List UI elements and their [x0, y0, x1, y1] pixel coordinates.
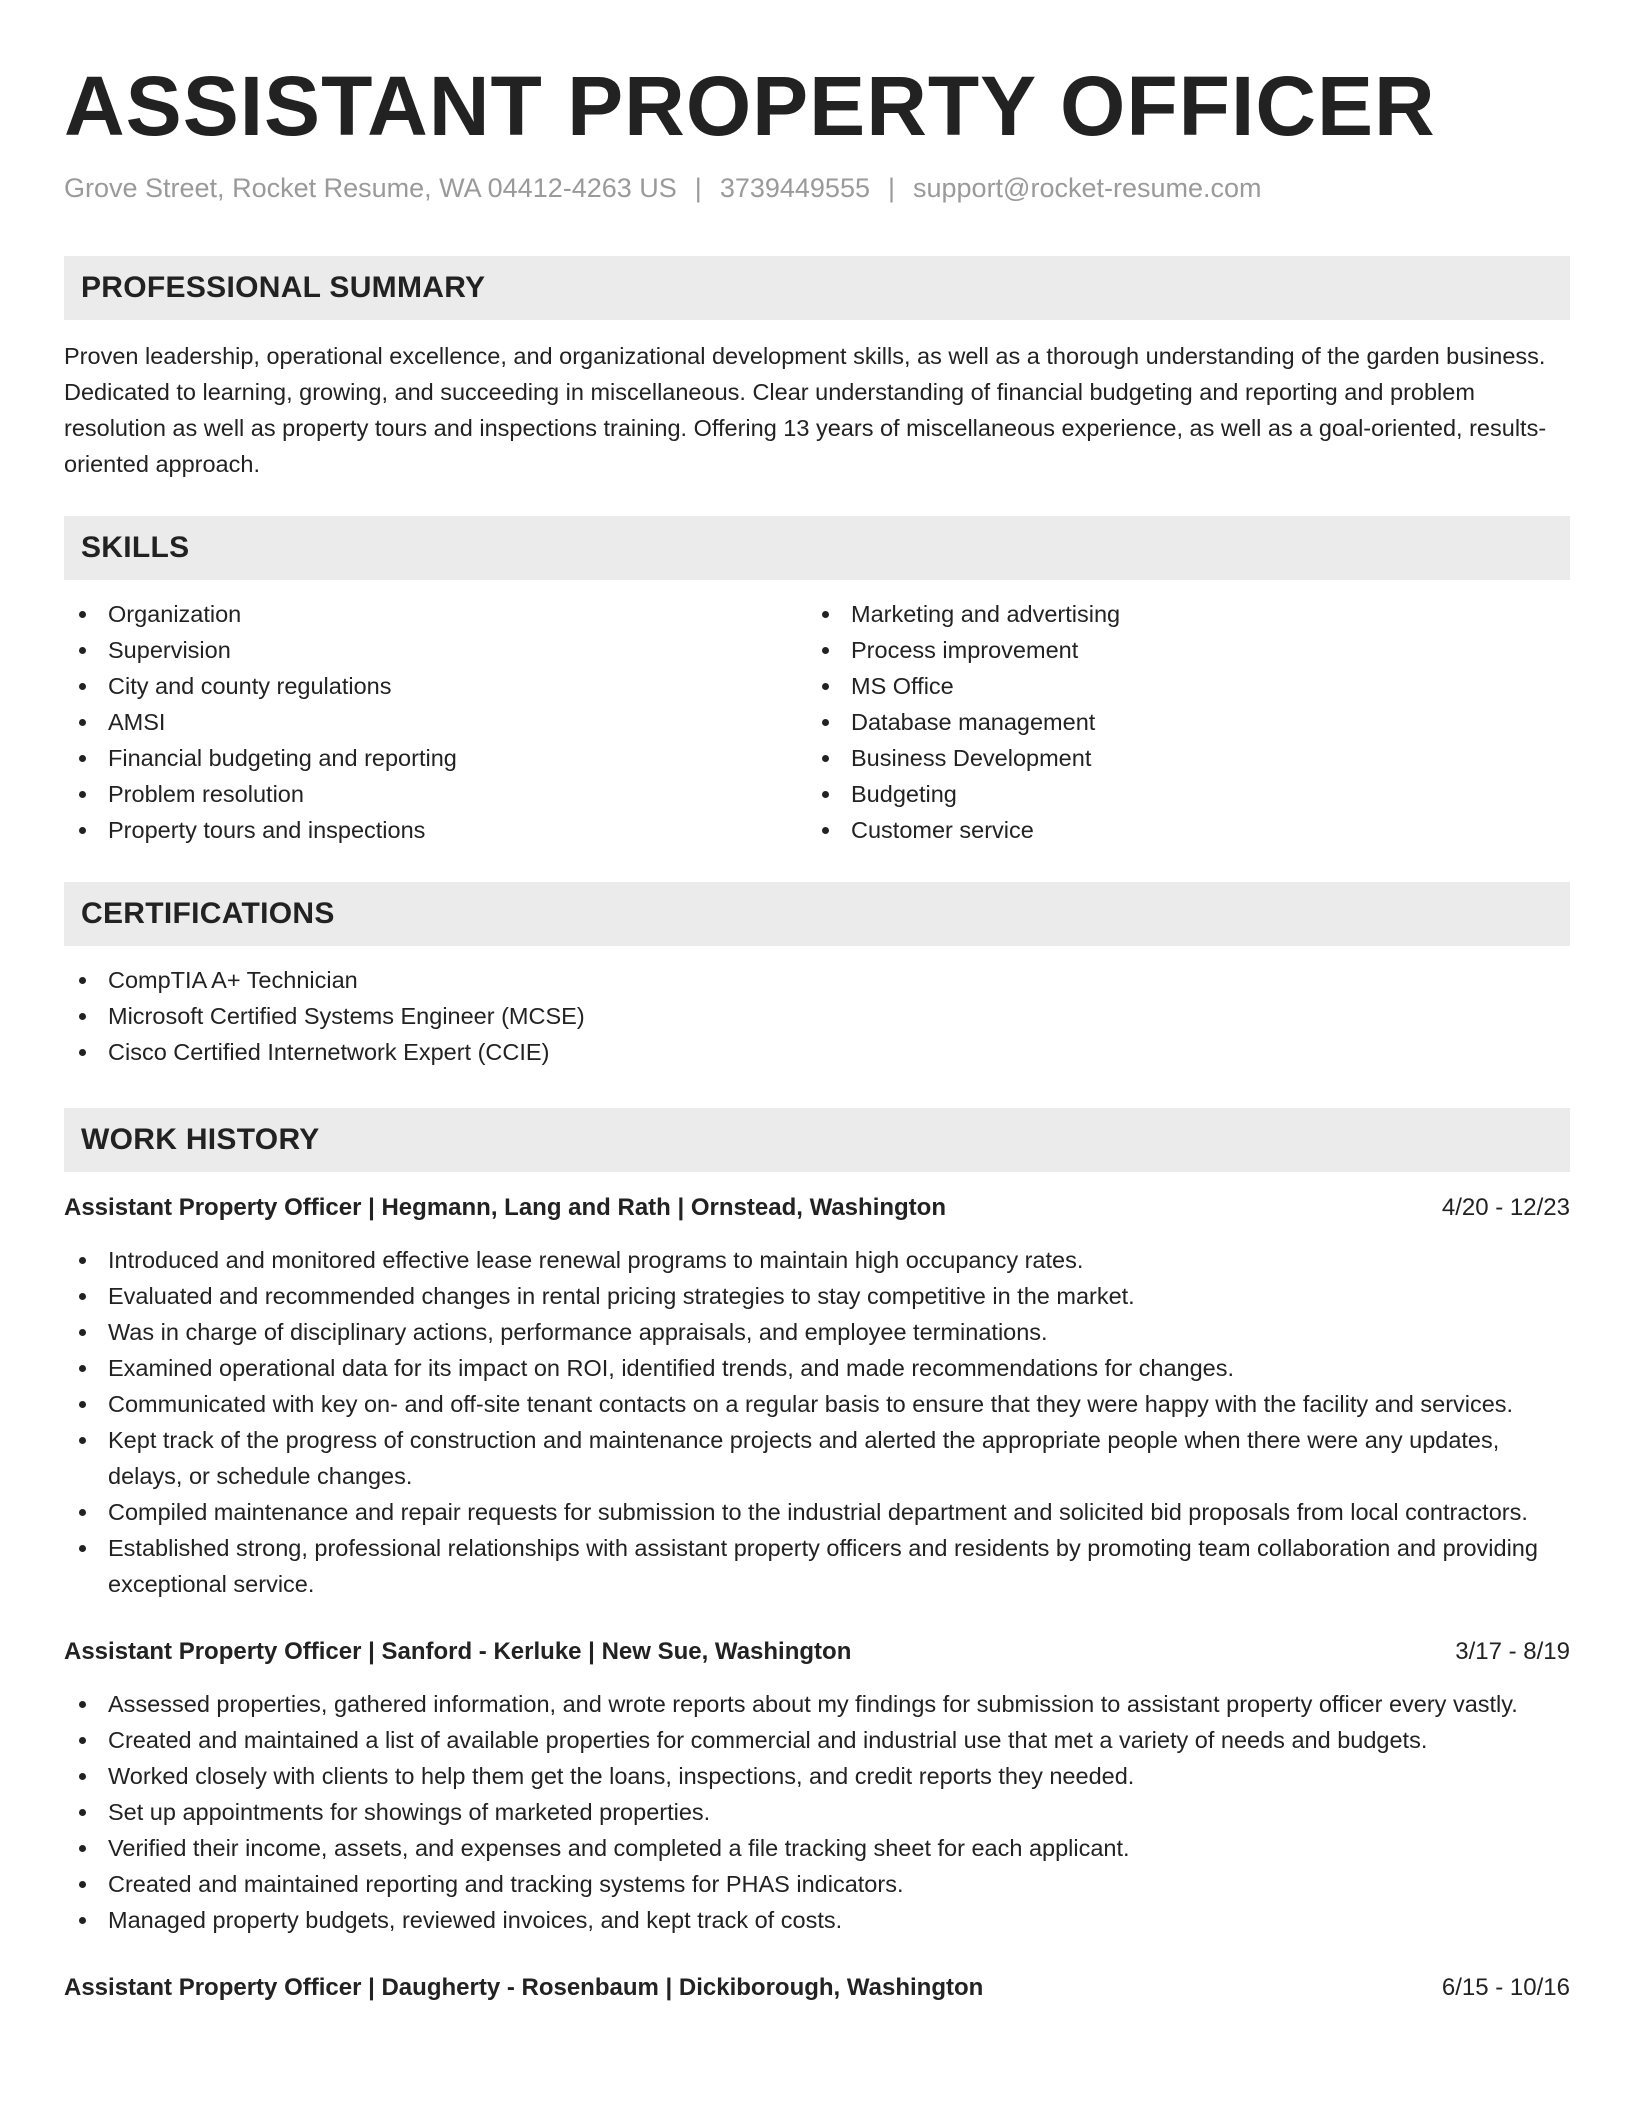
- job-header: [64, 1634, 1570, 1670]
- skill-item: MS Office: [807, 668, 1550, 704]
- skill-item: City and county regulations: [64, 668, 807, 704]
- job-duty-item: Created and maintained reporting and tracking systems for PHAS indicators.: [64, 1866, 1570, 1902]
- skill-item: Database management: [807, 704, 1550, 740]
- certifications-list: [64, 962, 1570, 1070]
- skill-item: Process improvement: [807, 632, 1550, 668]
- job-duty-item: Managed property budgets, reviewed invoices, and kept track of costs.: [64, 1902, 1570, 1938]
- certification-item: CompTIA A+ Technician: [64, 962, 1570, 998]
- job-header: [64, 1190, 1570, 1226]
- job-dates: 3/17 - 8/19: [1455, 1638, 1570, 1665]
- contact-address: Grove Street, Rocket Resume, WA 04412-4263 US: [64, 173, 677, 203]
- job-duty-item: Assessed properties, gathered information, and wrote reports about my findings for submission to assistant property officer every vastly.: [64, 1686, 1570, 1722]
- job-title: Assistant Property Officer | Sanford - Kerluke | New Sue, Washington: [64, 1638, 852, 1665]
- section-heading-certifications: CERTIFICATIONS: [64, 882, 1570, 946]
- skill-item: Financial budgeting and reporting: [64, 740, 807, 776]
- skill-item: Property tours and inspections: [64, 812, 807, 848]
- job-duty-item: Was in charge of disciplinary actions, performance appraisals, and employee terminations.: [64, 1314, 1570, 1350]
- skill-item: Organization: [64, 596, 807, 632]
- job-duties-list: [64, 1242, 1570, 1602]
- job-duty-item: Communicated with key on- and off-site tenant contacts on a regular basis to ensure that they were happy with the facility and services.: [64, 1386, 1570, 1422]
- section-heading-work-history: WORK HISTORY: [64, 1108, 1570, 1172]
- resume-page: [64, 56, 1570, 2006]
- job-header: [64, 1970, 1570, 2006]
- job-duty-item: Established strong, professional relationships with assistant property officers and residents by promoting team collaboration and providing exceptional service.: [64, 1530, 1570, 1602]
- job-entry: [64, 1970, 1570, 2006]
- job-entry: [64, 1190, 1570, 1602]
- skills-columns: [64, 596, 1570, 848]
- candidate-name: ASSISTANT PROPERTY OFFICER: [64, 59, 1436, 153]
- certification-item: Cisco Certified Internetwork Expert (CCIE): [64, 1034, 1570, 1070]
- skills-list-left: [64, 596, 807, 848]
- job-duty-item: Verified their income, assets, and expenses and completed a file tracking sheet for each applicant.: [64, 1830, 1570, 1866]
- contact-separator: |: [694, 173, 702, 203]
- certifications-section: [64, 882, 1570, 1070]
- job-dates: 4/20 - 12/23: [1441, 1194, 1570, 1221]
- contact-phone[interactable]: 3739449555: [719, 173, 870, 203]
- job-dates: 6/15 - 10/16: [1441, 1974, 1570, 2001]
- skills-list-right: [807, 596, 1550, 848]
- contact-email[interactable]: support@rocket-resume.com: [913, 173, 1262, 203]
- section-heading-summary: PROFESSIONAL SUMMARY: [64, 256, 1570, 320]
- summary-section: [64, 256, 1570, 482]
- skill-item: Budgeting: [807, 776, 1550, 812]
- skill-item: AMSI: [64, 704, 807, 740]
- certification-item: Microsoft Certified Systems Engineer (MCSE): [64, 998, 1570, 1034]
- job-duty-item: Worked closely with clients to help them get the loans, inspections, and credit reports they needed.: [64, 1758, 1570, 1794]
- skill-item: Business Development: [807, 740, 1550, 776]
- job-duty-item: Evaluated and recommended changes in rental pricing strategies to stay competitive in the market.: [64, 1278, 1570, 1314]
- section-heading-skills: SKILLS: [64, 516, 1570, 580]
- skill-item: Marketing and advertising: [807, 596, 1550, 632]
- job-duty-item: Set up appointments for showings of marketed properties.: [64, 1794, 1570, 1830]
- job-duties-list: [64, 1686, 1570, 1938]
- work-history-section: [64, 1108, 1570, 2006]
- skill-item: Customer service: [807, 812, 1550, 848]
- skills-section: [64, 516, 1570, 848]
- job-duty-item: Examined operational data for its impact on ROI, identified trends, and made recommendations for changes.: [64, 1350, 1570, 1386]
- job-duty-item: Kept track of the progress of construction and maintenance projects and alerted the appropriate people when there were any updates, delays, or schedule changes.: [64, 1422, 1570, 1494]
- job-entry: [64, 1634, 1570, 1938]
- job-title: Assistant Property Officer | Hegmann, Lang and Rath | Ornstead, Washington: [64, 1194, 946, 1221]
- skill-item: Supervision: [64, 632, 807, 668]
- job-duty-item: Introduced and monitored effective lease renewal programs to maintain high occupancy rates.: [64, 1242, 1570, 1278]
- contact-line: [64, 170, 1570, 206]
- skill-item: Problem resolution: [64, 776, 807, 812]
- job-title: Assistant Property Officer | Daugherty - Rosenbaum | Dickiborough, Washington: [64, 1974, 984, 2001]
- contact-separator: |: [887, 173, 895, 203]
- summary-text: Proven leadership, operational excellence, and organizational development skills, as well as a thorough understanding of the garden business. Dedicated to learning, growing, and succeeding in miscellaneous. Clear understanding of financial budgeting and reporting and problem resolution as well as property tours and inspections training. Offering 13 years of miscellaneous experience, as well as a goal-oriented, results-oriented approach.: [64, 343, 1547, 477]
- job-duty-item: Created and maintained a list of available properties for commercial and industrial use that met a variety of needs and budgets.: [64, 1722, 1570, 1758]
- job-duty-item: Compiled maintenance and repair requests for submission to the industrial department and solicited bid proposals from local contractors.: [64, 1494, 1570, 1530]
